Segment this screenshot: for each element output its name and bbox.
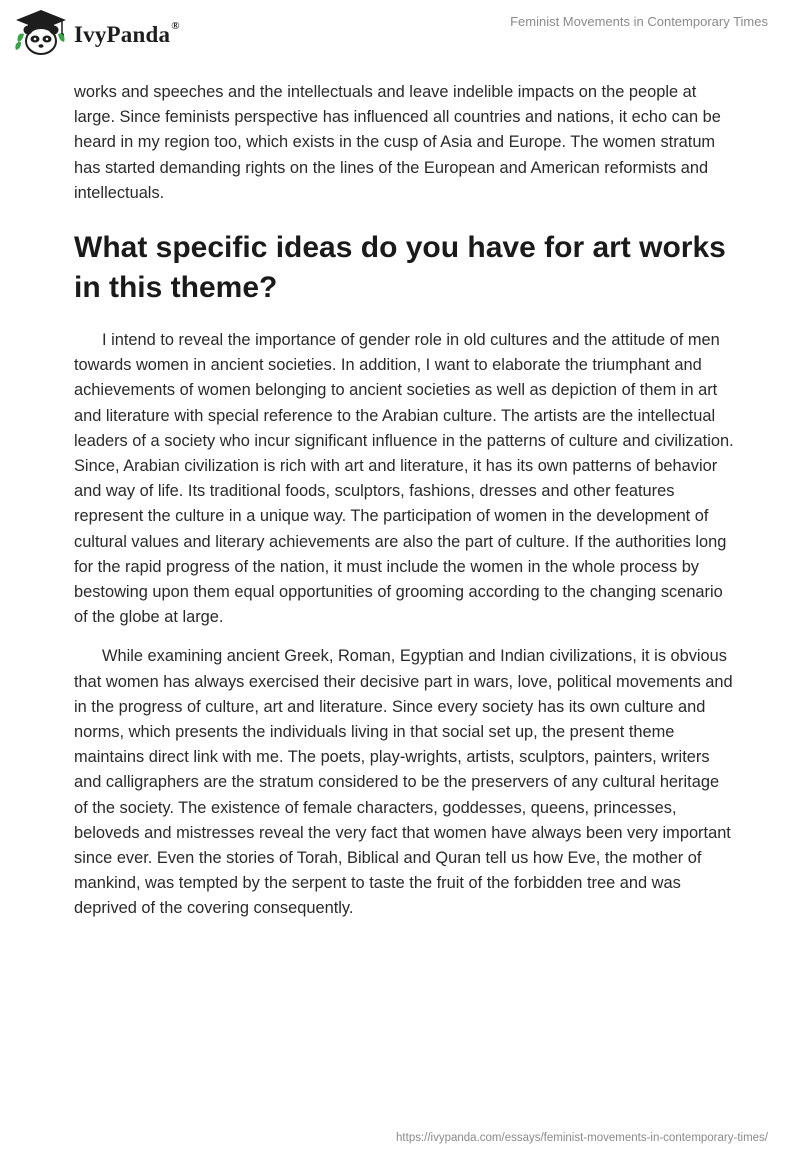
essay-content: [74, 80, 734, 922]
brand-name: IvyPanda®: [74, 20, 180, 47]
registered-trademark: ®: [171, 20, 180, 33]
panda-graduation-cap-logo-icon: [14, 8, 68, 58]
page-header: [0, 0, 800, 70]
section-heading: What specific ideas do you have for art works in this theme?: [74, 231, 726, 305]
ivypanda-logo[interactable]: [14, 8, 180, 58]
source-url[interactable]: https://ivypanda.com/essays/feminist-movements-in-contemporary-times/: [396, 1132, 768, 1144]
body-paragraph-1: I intend to reveal the importance of gender role in old cultures and the attitude of men towards women in ancient societies. In addition, I want to elaborate the triumphant and achievements of women belonging to ancient societies as well as depiction of them in art and literature with special reference to the Arabian culture. The artists are the intellectual leaders of a society who incur significant influence in the patterns of culture and civilization. Since, Arabian civilization is rich with art and literature, it has its own patterns of behavior and way of life. Its traditional foods, sculptors, fashions, dresses and other features represent the culture in a unique way. The participation of women in the development of cultural values and literary achievements are also the part of culture. If the authorities long for the rapid progress of the nation, it must include the women in the whole process by bestowing upon them equal opportunities of grooming according to the changing scenario of the globe at large.: [74, 331, 734, 627]
intro-paragraph: works and speeches and the intellectuals and leave indelible impacts on the people at large. Since feminists perspective has influenced all countries and nations, it echo can be heard in my region too, which exists in the cusp of Asia and Europe. The women stratum has started demanding rights on the lines of the European and American reformists and intellectuals.: [74, 83, 721, 202]
document-title: Feminist Movements in Contemporary Times: [510, 14, 768, 29]
body-paragraph-2: While examining ancient Greek, Roman, Egyptian and Indian civilizations, it is obvious that women has always exercised their decisive part in wars, love, political movements and in the progress of culture, art and literature. Since every society has its own culture and norms, which presents the individuals living in that social set up, the present theme maintains direct link with me. The poets, play-wrights, artists, sculptors, painters, writers and calligraphers are the stratum considered to be the preservers of any cultural heritage of the society. The existence of female characters, goddesses, queens, princesses, beloveds and mistresses reveal the very fact that women have always been very important since ever. Even the stories of Torah, Biblical and Quran tell us how Eve, the mother of mankind, was tempted by the serpent to taste the fruit of the forbidden tree and was deprived of the covering consequently.: [74, 647, 733, 918]
